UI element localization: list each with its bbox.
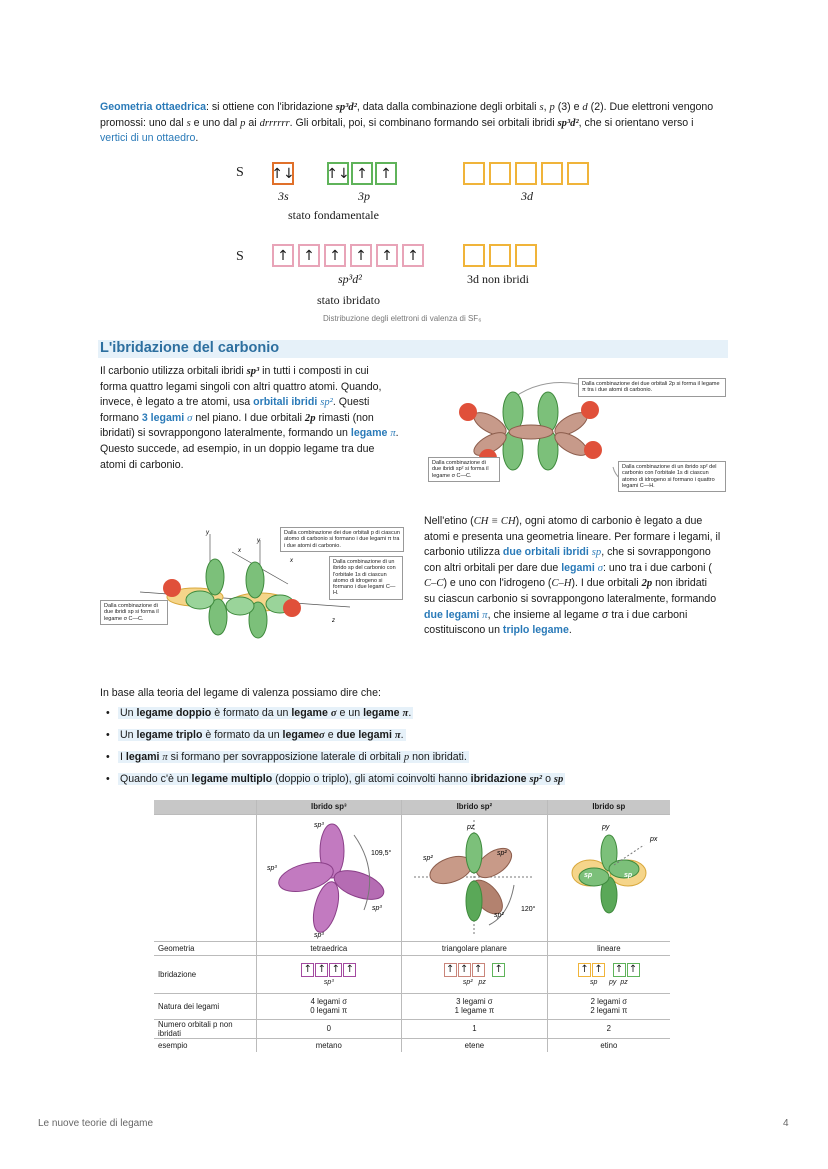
angle-label: 109,5° xyxy=(370,849,392,857)
table-header xyxy=(154,800,256,814)
text: non ibridati xyxy=(652,577,707,590)
list-item xyxy=(118,771,565,787)
carbon-paragraph xyxy=(100,364,420,473)
footer-title: Le nuove teorie di legame xyxy=(38,1118,154,1129)
math: p xyxy=(549,102,555,113)
cell-label: sp py pz xyxy=(589,978,628,986)
orbital-box-3p: ↑ xyxy=(375,162,397,185)
callout-ch-bonds: Dalla combinazione di un ibrido sp del carbonio con l'orbitale 1s di ciascun atomo di idrogeno si formano i due legami C—H. xyxy=(329,556,403,600)
orbital-box-3d-nonhybrid xyxy=(489,244,511,267)
axis-label: x xyxy=(238,548,241,554)
ethyne-paragraph xyxy=(424,514,734,639)
section-title: L'ibridazione del carbonio xyxy=(100,340,280,356)
list-item xyxy=(118,727,406,743)
text: formano xyxy=(100,411,142,424)
sp-figure-cell xyxy=(547,814,670,941)
orbital-label: sp² xyxy=(423,854,434,862)
table-row-figures xyxy=(154,814,670,941)
orbital-box-3d-nonhybrid xyxy=(515,244,537,267)
math: σ xyxy=(187,412,193,424)
box-group xyxy=(257,963,402,977)
text: Questo succede, ad esempio, in un doppio legame tra due xyxy=(100,442,375,455)
text: legame doppio xyxy=(136,707,212,719)
box-icon: ↑ xyxy=(343,963,356,977)
sp3-figure-cell xyxy=(256,814,402,941)
math: drrrrrr xyxy=(259,117,290,129)
table-header: Ibrido sp³ xyxy=(256,800,402,814)
table-cell: metano xyxy=(256,1038,402,1052)
orbital-lobe xyxy=(466,833,482,873)
text: carbonio utilizza xyxy=(424,546,503,559)
orbital-label: pz xyxy=(467,823,475,831)
table-cell: etino xyxy=(547,1038,670,1052)
text: rimasti (non xyxy=(315,411,374,424)
math: d xyxy=(582,102,588,113)
orbital-label: sp³ xyxy=(266,864,277,872)
table-cell xyxy=(256,955,402,993)
box-icon: ↑ xyxy=(458,963,471,977)
text: I xyxy=(120,751,126,763)
math: σ xyxy=(319,730,325,741)
text: , che insieme al legame σ tra i due carboni xyxy=(487,608,688,621)
math: sp xyxy=(553,774,564,785)
math: p xyxy=(240,117,246,129)
link-sigma-bonds[interactable]: legami xyxy=(561,561,595,574)
table-cell: 4 legami σ 0 legami π xyxy=(256,993,402,1019)
text: nel piano. I due orbitali xyxy=(192,411,305,424)
text: costituiscono un xyxy=(424,624,503,637)
text: su ciascun carbonio si sovrappongono lateralmente, formando xyxy=(424,592,717,605)
orbital-box-sp3d2: ↑ xyxy=(324,244,346,267)
hybridization-table xyxy=(154,800,670,1052)
orbital-box-3d-nonhybrid xyxy=(463,244,485,267)
axis-label: z xyxy=(332,618,335,624)
label-3p: 3p xyxy=(358,189,370,203)
angle-label: 120° xyxy=(521,905,536,913)
orbital-label: py xyxy=(601,823,610,831)
label-3s: 3s xyxy=(278,189,289,203)
page-number: 4 xyxy=(783,1118,789,1129)
text: : si ottiene con l'ibridazione xyxy=(205,101,336,113)
text: legame xyxy=(291,707,328,719)
box-icon: ↑ xyxy=(578,963,591,977)
callout-ch-bonds: Dalla combinazione di un ibrido sp² del carbonio con l'orbitale 1s di ciascun atomo di idrogeno si formano i quattro legami C—H. xyxy=(618,461,726,492)
sulfur-symbol: S xyxy=(236,165,244,180)
table-cell: triangolare planare xyxy=(402,941,548,955)
orbital-box-sp3d2: ↑ xyxy=(402,244,424,267)
axis-label: y xyxy=(257,538,260,544)
text: , data dalla combinazione degli orbitali xyxy=(356,101,540,113)
text: Un xyxy=(120,707,137,719)
callout-pi-bond: Dalla combinazione dei due orbitali 2p si forma il legame π tra i due atomi di carbonio. xyxy=(578,378,726,397)
text: legame triplo xyxy=(136,729,203,741)
orbital-box-sp3d2: ↑ xyxy=(350,244,372,267)
row-label: Geometria xyxy=(154,941,256,955)
table-row xyxy=(154,955,670,993)
orbital-label: sp³ xyxy=(371,904,382,912)
text: . xyxy=(400,729,404,741)
text: forma quattro legami singoli con altri quattro atomi. Quando, xyxy=(100,380,382,393)
cell-label: sp² pz xyxy=(462,978,486,986)
link-triple-bond[interactable]: triplo legame xyxy=(502,624,569,637)
math: s xyxy=(539,102,544,113)
sp2-figure-cell xyxy=(402,814,548,941)
hydrogen-atom xyxy=(283,599,301,617)
text: . Gli orbitali, poi, si combinano formando sei orbitali ibridi xyxy=(289,116,558,129)
sp-orbital-figure xyxy=(554,815,664,939)
text: , xyxy=(543,101,550,113)
orbital-label: sp xyxy=(623,871,633,879)
sp3-orbital-figure xyxy=(264,815,394,939)
math: sp³d² xyxy=(335,102,357,113)
orbital-box-3d xyxy=(515,162,537,185)
figure-caption: Distribuzione degli elettroni di valenza di SF₆ xyxy=(323,314,482,323)
table-header: Ibrido sp² xyxy=(402,800,548,814)
text: promossi: uno dal xyxy=(100,116,187,129)
box-group xyxy=(402,963,547,977)
list-item xyxy=(118,705,413,721)
math: sp³d² xyxy=(557,117,579,129)
text: (doppio o triplo), gli atomi coinvolti hanno xyxy=(272,773,471,785)
text: e uno dal xyxy=(190,116,241,129)
hydrogen-atom xyxy=(581,401,599,419)
text: . xyxy=(195,132,199,145)
orbital-box-3p: ↑ xyxy=(351,162,373,185)
orbital-box-3d xyxy=(489,162,511,185)
box-icon: ↑ xyxy=(301,963,314,977)
table-cell xyxy=(402,955,548,993)
table-cell: 2 legami σ 2 legami π xyxy=(547,993,670,1019)
table-row xyxy=(154,941,670,955)
intro-paragraph xyxy=(100,100,740,147)
link-pi-bonds[interactable]: due legami xyxy=(424,608,480,621)
math: σ xyxy=(330,708,337,719)
row-label: Natura dei legami xyxy=(154,993,256,1019)
link-pi-bond[interactable]: legame xyxy=(350,427,388,440)
text: ), ogni atomo di carbonio è legato a due xyxy=(515,515,703,527)
hydrogen-atom xyxy=(459,403,477,421)
text: ibridazione xyxy=(470,773,527,785)
text: ibridati) si sovrappongono lateralmente, formando un xyxy=(100,427,351,440)
list-item xyxy=(118,749,469,765)
orbital-label: sp³ xyxy=(313,931,324,939)
text: non ibridati. xyxy=(409,751,467,763)
text: Quando c'è un xyxy=(120,773,192,785)
table-cell: tetraedrica xyxy=(256,941,402,955)
callout-sigma-cc: Dalla combinazione di due ibridi sp si forma il legame σ C—C. xyxy=(100,600,168,625)
callout-pi-bonds: Dalla combinazione dei due orbitali p di ciascun atomo di carbonio si formano i due legami π tra i due atomi di carbonio. xyxy=(280,527,404,552)
text: Il carbonio utilizza orbitali ibridi xyxy=(100,365,247,377)
text: , che si sovrappongono xyxy=(601,546,711,559)
math: π xyxy=(394,730,401,741)
math: 2p xyxy=(304,412,316,424)
math: sp³ xyxy=(246,366,260,377)
orbital-box-sp3d2: ↑ xyxy=(272,244,294,267)
text: invece, è legato a tre atomi, usa xyxy=(100,396,254,409)
row-label: esempio xyxy=(158,1040,188,1050)
text: . xyxy=(395,427,399,440)
table-cell: etene xyxy=(402,1038,548,1052)
box-icon: ↑ xyxy=(592,963,605,977)
box-icon: ↑ xyxy=(329,963,342,977)
table-cell: lineare xyxy=(547,941,670,955)
orbital-box-3d xyxy=(541,162,563,185)
label-3d-nonhybrid: 3d non ibridi xyxy=(467,272,529,286)
text: . xyxy=(408,707,412,719)
text: è formato da un xyxy=(211,707,292,719)
table-cell xyxy=(547,955,670,993)
text: atomi di carbonio. xyxy=(100,458,184,471)
text: ) e uno con l'idrogeno ( xyxy=(443,577,552,590)
table-row xyxy=(154,1019,670,1038)
box-icon: ↑ xyxy=(627,963,640,977)
text: , che si orientano verso i xyxy=(578,116,694,129)
box-group xyxy=(548,963,670,977)
cell-label: sp³ xyxy=(323,978,334,986)
hydrogen-atom xyxy=(163,579,181,597)
label-ground-state: stato fondamentale xyxy=(288,208,379,222)
text: ai xyxy=(245,116,260,129)
math: CH ≡ CH xyxy=(473,516,516,527)
box-icon: ↑ xyxy=(315,963,328,977)
orbital-box-sp3d2: ↑ xyxy=(376,244,398,267)
label-sp3d2: sp³d² xyxy=(338,272,362,286)
table-header: Ibrido sp xyxy=(547,800,670,814)
orbital-box-3d xyxy=(567,162,589,185)
math: π xyxy=(390,428,396,440)
summary-intro: In base alla teoria del legame di valenza possiamo dire che: xyxy=(100,687,381,699)
text: Nell'etino ( xyxy=(424,515,474,527)
text: legame multiplo xyxy=(191,773,273,785)
text: con altri orbitali per dare due xyxy=(424,561,562,574)
row-label: Ibridazione xyxy=(154,955,256,993)
table-cell: 0 xyxy=(256,1019,402,1038)
text: è formato da un xyxy=(202,729,283,741)
orbital-box-3s: ↑↓ xyxy=(272,162,294,185)
box-icon: ↑ xyxy=(613,963,626,977)
math: C–H xyxy=(551,578,572,590)
table-cell: 2 xyxy=(547,1019,670,1038)
text: o xyxy=(542,773,554,785)
orbital-label: sp² xyxy=(497,849,508,857)
math: p xyxy=(403,752,410,763)
link-octahedron[interactable]: vertici di un ottaedro xyxy=(100,132,196,145)
table-row xyxy=(154,993,670,1019)
text: . Questi xyxy=(332,396,370,409)
text: (3) e xyxy=(554,101,583,113)
orbital-label: sp² xyxy=(494,911,505,919)
text: e un xyxy=(336,707,364,719)
math: 2p xyxy=(641,578,653,590)
table-cell: 1 xyxy=(402,1019,548,1038)
box-icon: ↑ xyxy=(444,963,457,977)
text: e xyxy=(324,729,337,741)
link-sigma-bonds[interactable]: 3 legami xyxy=(141,411,185,424)
sp2-orbital-figure xyxy=(409,815,539,939)
orbital-lobe xyxy=(466,881,482,921)
math: π xyxy=(402,708,409,719)
orbital-box-3p: ↑↓ xyxy=(327,162,349,185)
orbital-label: px xyxy=(649,835,658,843)
table-header-row xyxy=(154,800,670,814)
table-row xyxy=(154,1038,670,1052)
math: s xyxy=(186,117,191,129)
text: in tutti i composti in cui xyxy=(259,365,369,377)
text: : uno tra i due carboni ( xyxy=(602,561,712,574)
math: C–C xyxy=(424,578,444,590)
box-icon: ↑ xyxy=(472,963,485,977)
math: σ xyxy=(597,562,603,574)
text: legame xyxy=(363,707,400,719)
callout-sigma-cc: Dalla combinazione di due ibridi sp² si forma il legame σ C—C. xyxy=(428,457,500,482)
text: ). I due orbitali xyxy=(571,577,642,590)
label-3d: 3d xyxy=(521,189,533,203)
link-hybrid-orbitals[interactable]: orbitali ibridi xyxy=(253,396,318,409)
section-heading xyxy=(98,340,728,358)
text: legame xyxy=(282,729,320,741)
orbital-box-3d xyxy=(463,162,485,185)
hydrogen-atom xyxy=(584,441,602,459)
label-hybrid-state: stato ibridato xyxy=(317,293,380,307)
text: (2). Due elettroni vengono xyxy=(587,101,714,113)
orbital-box-sp3d2: ↑ xyxy=(298,244,320,267)
math: sp² xyxy=(529,774,543,785)
box-icon: ↑ xyxy=(492,963,505,977)
text: . xyxy=(568,624,572,637)
math: π xyxy=(482,609,488,621)
orbital-label: sp xyxy=(583,871,593,879)
axis-label: y xyxy=(206,530,209,536)
term-octahedral[interactable]: Geometria ottaedrica xyxy=(100,101,206,113)
text: atomi e presenta una geometria lineare. Per formare i legami, il xyxy=(424,530,721,543)
text: si formano per sovrapposizione laterale di orbitali xyxy=(167,751,404,763)
orbital-label: sp³ xyxy=(313,821,324,829)
math: sp xyxy=(591,547,602,559)
axis-label: x xyxy=(290,558,293,564)
link-hybrid-orbitals-sp[interactable]: due orbitali ibridi xyxy=(502,546,589,559)
text: legami xyxy=(125,751,160,763)
text: Un xyxy=(120,729,137,741)
math: π xyxy=(162,752,168,763)
sulfur-symbol: S xyxy=(236,249,244,264)
math: sp² xyxy=(320,397,333,409)
text: due legami xyxy=(336,729,392,741)
row-label: Numero orbitali p non ibridati xyxy=(154,1019,256,1038)
table-cell: 3 legami σ 1 legame π xyxy=(402,993,548,1019)
